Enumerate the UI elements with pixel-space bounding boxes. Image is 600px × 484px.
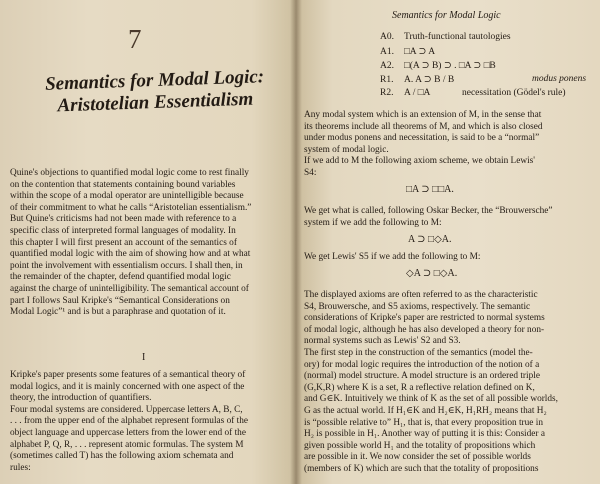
text-line: Any modal system which is an extension of M, in the sense that [304,110,542,120]
text-line: system if we add the following to M: [304,217,442,228]
right-page [296,0,600,484]
axiom-formula: A. A ⊃ B / B [404,75,455,85]
axiom-code: A1. [380,47,394,57]
text-line: (sometimes called T) has the following axiom schemata and [10,451,234,462]
text-line: alphabet P, Q, R, . . . represent atomic formulas. The system M [10,439,244,450]
chapter-title [29,66,280,119]
formula-s5: ◇A ⊃ □◇A. [406,268,458,279]
axiom-row [380,46,435,57]
axiom-row [380,32,511,42]
text-line: S4: [304,167,317,178]
text-line: on the contention that statements containing bound variables [10,179,236,190]
text-line: We get Lewis' S5 if we add the following to M: [304,252,481,262]
axiom-row [380,88,430,98]
text-line: object language and uppercase letters from the lower end of the [10,427,246,438]
text-paragraph [304,206,590,229]
text-line: against the charge of unintelligibility. The semantical account of [10,283,249,294]
text-line: and G∈K. Intuitively we think of K as the set of all possible worlds, [304,394,558,405]
chapter-title-line: Aristotelian Essentialism [57,88,254,117]
section-paragraph [10,370,282,474]
text-line: S4, Brouwersche, and S5 axioms, respectively. The semantic [304,301,531,312]
text-line: Modal Logic”¹ and is but a paraphrase and quotation of it. [10,307,226,318]
formula-s4: □A ⊃ □□A. [406,184,454,195]
axiom-note: modus ponens [532,74,587,84]
text-line: If we add to M the following axiom scheme, we obtain Lewis' [304,156,535,167]
text-line: given possible world H₁ and the totality of propositions which [304,440,536,451]
text-line: of their commitment to what he calls “Aristotelian essentialism.” [10,202,252,213]
text-line: point the involvement with essentialism occurs. I shall then, in [10,260,243,271]
text-line: this chapter I will first present an account of the semantics of [10,237,237,248]
intro-paragraph [10,168,282,319]
axiom-formula: □A ⊃ A [404,47,436,57]
text-line: We get what is called, following Oskar Becker, the “Brouwersche” [304,206,553,216]
text-line: Four modal systems are considered. Uppercase letters A, B, C, [10,404,243,415]
text-paragraph [304,252,590,264]
text-line: (members of K) which are such that the totality of propositions [304,463,539,474]
text-line: system of modal logic. [304,144,389,155]
axiom-code: A2. [380,61,394,71]
text-line: But Quine's criticisms had not been made with reference to a [10,214,237,225]
text-line: normal systems such as Lewis' S2 and S3. [304,336,461,347]
chapter-number: 7 [128,24,142,54]
text-line: H₂ is possible in H₁. Another way of putting it is this: Consider a [304,429,545,440]
axiom-formula: Truth-functional tautologies [404,32,511,42]
axiom-code: R1. [380,75,394,85]
text-line: within the scope of a modal operator are unintelligible because [10,191,244,202]
axiom-formula: □(A ⊃ B) ⊃ . □A ⊃ □B [404,61,496,71]
text-paragraph [304,110,590,180]
text-line: part I follows Saul Kripke's “Semantical Considerations on [10,295,230,306]
text-line: under modus ponens and necessitation, is said to be a “normal” [304,133,540,144]
text-line: (G,K,R) where K is a set, R a reflective relation defined on K, [304,382,535,393]
text-line: G as the actual world. If H₁∈K and H₂∈K, H₁RH₂ means that H₂ [304,405,547,416]
text-paragraph [304,290,590,476]
text-line: is “possible relative to” H₁, that is, that every proposition true in [304,417,543,428]
text-line: its theorems include all theorems of M, and which is also closed [304,121,543,132]
text-line: quantified modal logic with the aim of showing how and at what [10,249,251,260]
left-page [0,0,296,484]
text-line: rules: [10,462,31,473]
text-line: ory) for modal logic requires the introduction of the notion of a [304,359,540,370]
text-line: the remainder of the chapter, defend quantified modal logic [10,272,231,283]
text-line: (normal) model structure. A model structure is an ordered triple [304,371,540,382]
text-line: The displayed axioms are often referred to as the characteristic [304,290,538,300]
chapter-title-line: Semantics for Modal Logic: [44,66,265,95]
text-line: . . . from the upper end of the alphabet represent formulas of the [10,416,249,427]
text-line: of modal logic, although he has also developed a theory for non- [304,324,545,335]
running-head: Semantics for Modal Logic [392,10,501,21]
axiom-formula: A / □A [404,88,431,98]
book-gutter [290,0,302,484]
axiom-row [380,74,454,85]
text-line: considerations of Kripke's paper are restricted to normal systems [304,313,545,324]
text-line: theory, the introduction of quantifiers. [10,393,152,404]
text-line: are possible in it. We now consider the set of possible worlds [304,452,531,463]
section-number: I [142,352,146,363]
text-line: Kripke's paper presents some features of a semantical theory of [10,370,246,380]
axiom-code: A0. [380,32,394,42]
axiom-row [380,60,496,71]
text-line: The first step in the construction of the semantics (model the- [304,347,533,358]
formula-brouwer: A ⊃ □◇A. [408,234,452,245]
axiom-note: necessitation (Gödel's rule) [462,88,566,98]
text-line: Quine's objections to quantified modal logic come to rest finally [10,168,249,178]
axiom-code: R2. [380,88,394,98]
text-line: specific class of interpreted formal languages of modality. In [10,225,236,236]
text-line: modal logics, and it is mainly concerned with one aspect of the [10,381,245,392]
